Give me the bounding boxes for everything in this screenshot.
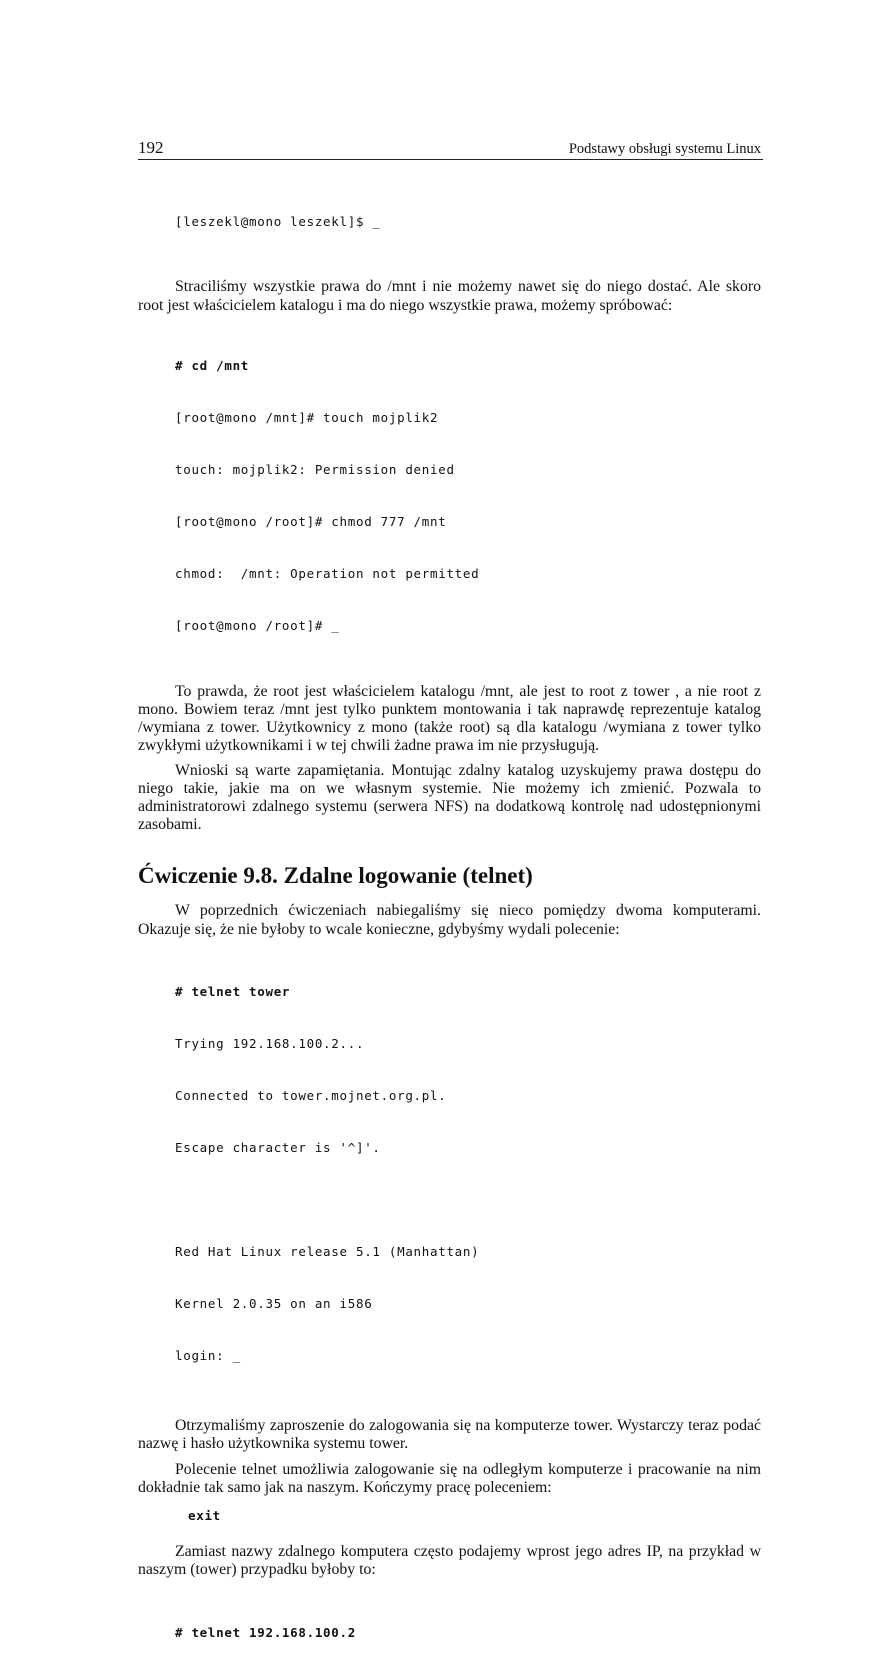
book-title: Podstawy obsługi systemu Linux	[568, 141, 761, 157]
paragraph-4: W poprzednich ćwiczeniach nabiegaliśmy się nieco pomiędzy dwoma komputerami. Okazuje się, że nie byłoby to wcale konieczne, gdybyśmy wydali polecenie:	[138, 902, 761, 938]
spacer	[138, 1453, 761, 1461]
header-rule	[138, 159, 763, 160]
code-line: # telnet tower	[175, 984, 291, 1000]
code-line: # telnet 192.168.100.2	[175, 1624, 356, 1640]
paragraph-2: To prawda, że root jest właścicielem katalogu /mnt, ale jest to root z tower , a nie root z mono. Bowiem teraz /mnt jest tylko punktem montowania i tak naprawdę reprezentuje katalog /wymiana z tower. Użytkownicy z mono (także root) są dla katalogu /wymiana z tower tylko zwykłymi użytkownikami i w tej chwili żadne prawa im nie przysługują.	[138, 682, 761, 755]
code-block-2	[175, 949, 761, 1399]
page-content	[138, 178, 761, 1676]
code-line: touch: mojplik2: Permission denied	[175, 462, 455, 478]
paragraph-3: Wnioski są warte zapamiętania. Montując zdalny katalog uzyskujemy prawa dostępu do niego takie, jakie ma on we własnym systemie. Nie możemy ich zmienić. Pozwala to administratorowi zdalnego systemu (serwera NFS) na dodatkową kontrolę nad udostępnionymi zasobami.	[138, 761, 761, 834]
code-line: [root@mono /root]# chmod 777 /mnt	[175, 514, 447, 530]
code-line: # cd /mnt	[175, 358, 250, 374]
code-line: Connected to tower.mojnet.org.pl.	[175, 1088, 447, 1104]
page-number: 192	[138, 138, 164, 157]
code-line: Trying 192.168.100.2...	[175, 1036, 365, 1052]
code-line: login: _	[175, 1347, 241, 1363]
code-line: [leszekl@mono leszekl]$ _	[175, 213, 381, 229]
paragraph-6: Polecenie telnet umożliwia zalogowanie się na odległym komputerze i pracowanie na nim dokładnie tak samo jak na naszym. Kończymy pracę poleceniem:	[138, 1460, 761, 1497]
spacer	[138, 669, 761, 683]
spacer	[138, 1579, 761, 1589]
spacer	[138, 1497, 761, 1507]
running-head	[138, 138, 763, 162]
spacer	[138, 264, 761, 278]
spacer	[138, 1525, 761, 1543]
code-line: [root@mono /mnt]# touch mojplik2	[175, 410, 439, 426]
exit-command: exit	[188, 1508, 221, 1524]
prompt-line	[175, 178, 761, 264]
paragraph-5: Otrzymaliśmy zaproszenie do zalogowania się na komputerze tower. Wystarczy teraz podać nazwę i hasło użytkownika systemu tower.	[138, 1416, 761, 1452]
code-block-1	[175, 323, 761, 669]
paragraph-1: Straciliśmy wszystkie prawa do /mnt i nie możemy nawet się do niego dostać. Ale skoro root jest właścicielem katalogu i ma do niego wszystkie prawa, możemy spróbować:	[138, 278, 761, 314]
code-line: chmod: /mnt: Operation not permitted	[175, 566, 480, 582]
spacer	[138, 939, 761, 949]
section-heading: Ćwiczenie 9.8. Zdalne logowanie (telnet)	[138, 863, 533, 889]
paragraph-7: Zamiast nazwy zdalnego komputera często podajemy wprost jego adres IP, na przykład w naszym (tower) przypadku byłoby to:	[138, 1542, 761, 1578]
final-command-block	[175, 1589, 761, 1675]
spacer	[138, 834, 761, 862]
spacer	[138, 1399, 761, 1417]
code-line	[175, 1191, 761, 1208]
code-line: Red Hat Linux release 5.1 (Manhattan)	[175, 1243, 480, 1259]
code-line: [root@mono /root]# _	[175, 617, 340, 633]
code-line: Escape character is '^]'.	[175, 1140, 381, 1156]
code-line: Kernel 2.0.35 on an i586	[175, 1295, 373, 1311]
spacer	[138, 890, 761, 902]
spacer	[138, 315, 761, 323]
